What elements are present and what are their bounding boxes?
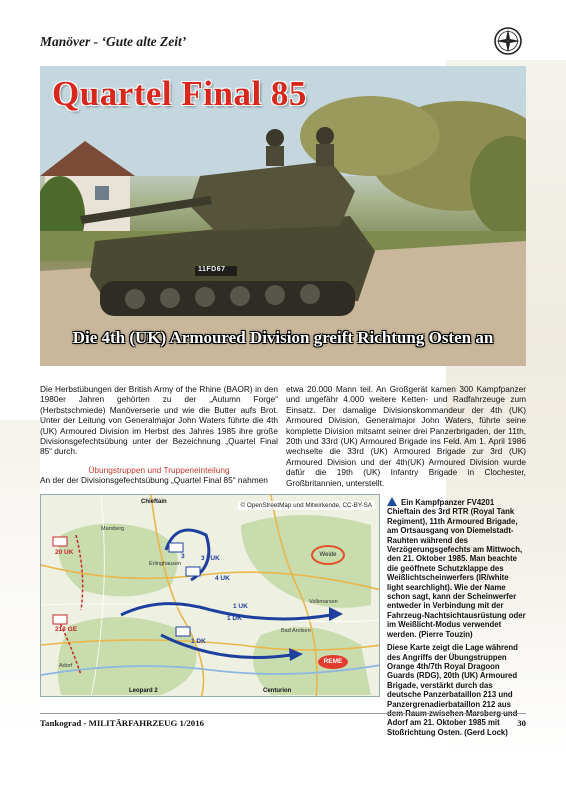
- photo-caption: Ein Kampfpanzer FV4201 Chieftain des 3rd RTR (Royal Tank Regiment), 11th Armoured Brigade, am Ortsausgang von Diemelstadt-Rauhten während des Verzögerungsgefechts am Mittwoch, den 21. Oktober 1985. Man beachte die geöffnete Schutzklappe des Weißlichtscheinwerfers (IR/white light searchlight). Wie der Name schon sagt, kann der Scheinwerfer entweder in Verbindung mit der Fahrzeug-Nachtsichtausrüstung oder im Weißlicht-Modus verwendet werden. (Pierre Touzin): [387, 498, 526, 639]
- background-fade-left: [0, 420, 40, 740]
- hero-title: Quartel Final 85: [52, 74, 307, 113]
- map-badge-reme: REME: [318, 655, 348, 669]
- article-column-right: [286, 384, 526, 488]
- map-place-erlinghausen: Erlinghausen: [149, 561, 182, 567]
- compass-logo-icon: [493, 26, 523, 56]
- map-unit-4uk: 4 UK: [215, 575, 230, 582]
- article-column-left: [40, 384, 278, 486]
- intro-paragraph: Die Herbstübungen der British Army of the Rhine (BAOR) in den 1980er Jahren gehörten zu der „Autumn Forge“ (Herbstschmiede) Manöverserie und wie die Butter aufs Brot. Unter der Leitung von Generalmajor John Waters führte die 4th (UK) Armoured Division im Herbst des Jahres 1985 ihre große Divisionsgefechtsübung unter der Bezeichnung „Quartel Final 85“ durch.: [40, 384, 278, 457]
- troops-paragraph: An der der Divisionsgefechtsübung „Quartel Final 85“ nahmen: [40, 475, 268, 486]
- hero-photo: [40, 66, 526, 366]
- section-heading: Übungstruppen und Truppeneinteilung: [88, 464, 230, 475]
- map-badge-weide: Weide: [311, 545, 345, 565]
- exercise-map: [40, 494, 380, 697]
- map-caption: Diese Karte zeigt die Lage während des Angriffs der Übungstruppen Orange 4th/7th Royal Dragoon Guards (RDG), 20th (UK) Armoured Brigade, verstärkt durch das deutsche Panzerbataillon 213 und Panzergrenadierbataillon 212 aus dem Raum zwischen Marsberg und Adorf am 21. Oktober 1985 mit Stoßrichtung Osten. (Gerd Lock): [387, 643, 518, 737]
- footer-divider: [40, 713, 526, 714]
- page-number: 30: [517, 718, 526, 728]
- footer-publication: Tankograd - MILITÄRFAHRZEUG 1/2016: [40, 718, 204, 728]
- section-header: Manöver - ‘Gute alte Zeit’: [40, 34, 187, 49]
- map-place-bad-arolsen: Bad Arolsen: [281, 628, 311, 634]
- map-tank-label-top: Chieftain: [141, 499, 167, 505]
- map-credit: © OpenStreetMap und Mitwirkende, CC-BY-SA: [238, 501, 375, 510]
- map-unit-3: 3: [181, 553, 185, 560]
- caption-triangle-icon: [387, 497, 397, 506]
- map-place-adorf: Adorf: [59, 663, 73, 669]
- map-unit-3tuk: 3 TUK: [201, 555, 220, 562]
- map-tank-label-bottom-right: Centurion: [263, 688, 292, 694]
- map-unit-1dk-b: 1 DK: [227, 615, 242, 622]
- map-place-volkmarsen: Volkmarsen: [309, 599, 338, 605]
- map-place-marsberg: Marsberg: [101, 526, 125, 532]
- map-tank-label-bottom-left: Leopard 2: [129, 688, 158, 694]
- hero-subtitle: Die 4th (UK) Armoured Division greift Richtung Osten an: [72, 328, 494, 347]
- vehicle-marking: 11FD67: [198, 266, 226, 273]
- side-captions: [387, 497, 527, 737]
- continued-paragraph: etwa 20.000 Mann teil. An Großgerät kamen 300 Kampfpanzer und ungefähr 4.000 weitere Ketten- und Radfahrzeuge zum Einsatz. Der damalige Divisionskommandeur der 4th (UK) Armoured Division, Generalmajor John Waters, führte seine komplette Division mitsamt seiner drei Panzerbrigaden, der 11th, 20th und 33rd (UK) Armoured Brigade ins Feld. Am 1. April 1986 wechselte die 33rd (UK) Armoured Brigade zur 3rd (UK) Armoured Division und der 4th(UK) Armoured Division wurde dafür die 19th (UK) Infantry Brigade in Clochester, Großbritannien, unterstellt.: [286, 384, 526, 488]
- map-unit-213ge: 213 GE: [55, 626, 78, 633]
- map-unit-20uk: 20 UK: [55, 549, 74, 556]
- map-unit-1uk: 1 UK: [233, 603, 248, 610]
- map-unit-1dk: 1 DK: [191, 638, 206, 645]
